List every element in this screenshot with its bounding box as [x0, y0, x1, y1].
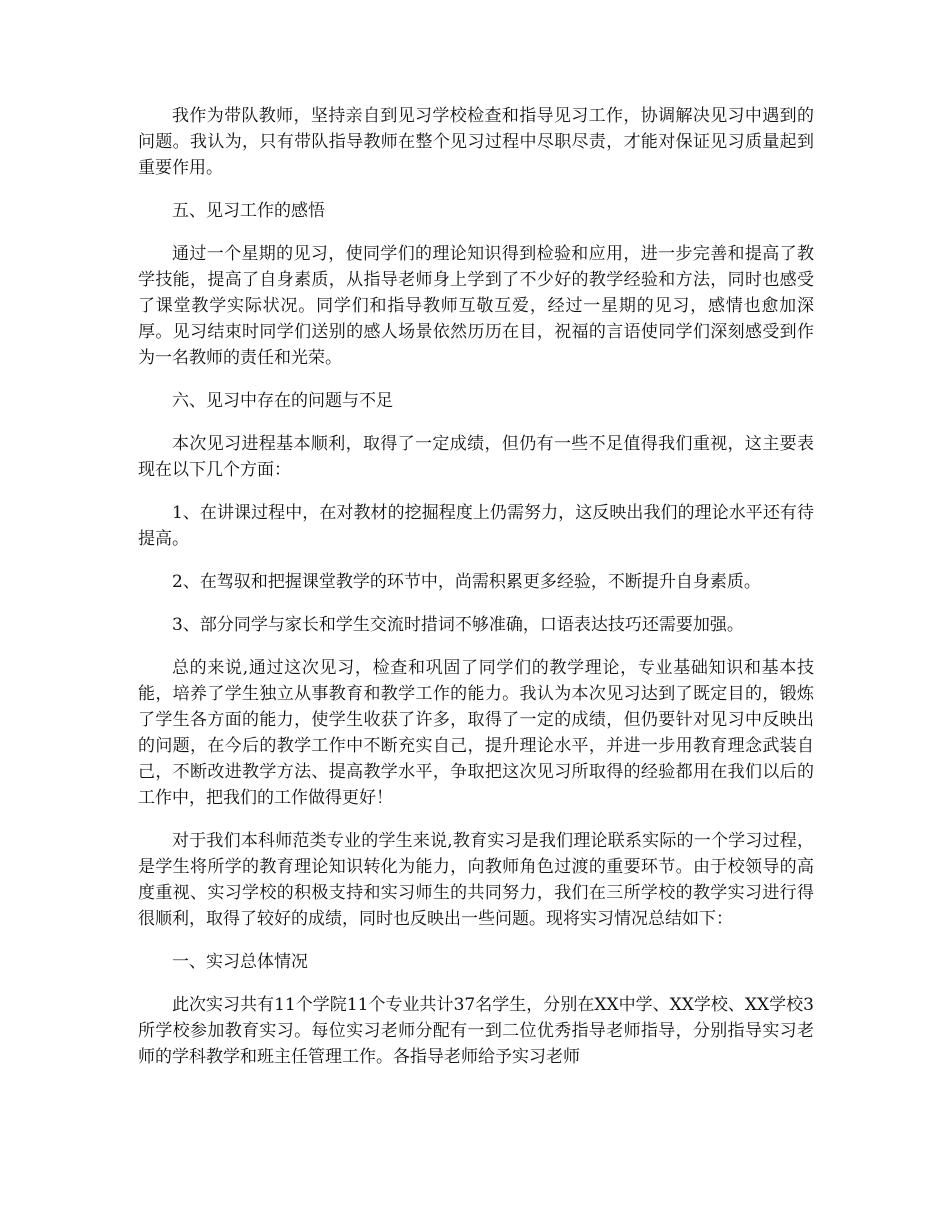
paragraph-summary: 总的来说,通过这次见习，检查和巩固了同学们的教学理论，专业基础知识和基本技能，培养了学生独立从事教育和教学工作的能力。我认为本次见习达到了既定目的，锻炼了学生各方面的能力，使学生收获了许多，取得了一定的成绩，但仍要针对见习中反映出的问题，在今后的教学工作中不断充实自己，提升理论水平，并进一步用教育理念武装自己，不断改进教学方法、提高教学水平，争取把这次见习所取得的经验都用在我们以后的工作中，把我们的工作做得更好！	[138, 658, 814, 808]
paragraph-internship-intro: 对于我们本科师范类专业的学生来说,教育实习是我们理论联系实际的一个学习过程，是学生将所学的教育理论知识转化为能力，向教师角色过渡的重要环节。由于校领导的高度重视、实习学校的积极支持和实习师生的共同努力，我们在三所学校的教学实习进行得很顺利，取得了较好的成绩，同时也反映出一些问题。现将实习情况总结如下：	[138, 831, 814, 929]
section-heading-reflections: 五、见习工作的感悟	[172, 201, 325, 221]
document-body	[138, 103, 814, 1087]
list-item-problem-3: 3、部分同学与家长和学生交流时措词不够准确，口语表达技巧还需要加强。	[172, 615, 744, 635]
paragraph-supervising-teacher: 我作为带队教师，坚持亲自到见习学校检查和指导见习工作，协调解决见习中遇到的问题。我认为，只有带队指导教师在整个见习过程中尽职尽责，才能对保证见习质量起到重要作用。	[138, 106, 814, 178]
list-item-problem-2: 2、在驾驭和把握课堂教学的环节中，尚需积累更多经验，不断提升自身素质。	[172, 572, 761, 592]
section-heading-problems: 六、见习中存在的问题与不足	[172, 391, 393, 411]
list-item-problem-1: 1、在讲课过程中，在对教材的挖掘程度上仍需努力，这反映出我们的理论水平还有待提高。	[138, 503, 814, 549]
paragraph-problems-intro: 本次见习进程基本顺利，取得了一定成绩，但仍有一些不足值得我们重视，这主要表现在以下几个方面：	[138, 434, 814, 480]
paragraph-overall: 此次实习共有11个学院11个专业共计37名学生，分别在XX中学、XX学校、XX学校3所学校参加教育实习。每位实习老师分配有一到二位优秀指导老师指导，分别指导实习老师的学科教学和班主任管理工作。各指导老师给予实习老师	[138, 995, 814, 1067]
paragraph-reflections: 通过一个星期的见习，使同学们的理论知识得到检验和应用，进一步完善和提高了教学技能，提高了自身素质，从指导老师身上学到了不少好的教学经验和方法，同时也感受了课堂教学实际状况。同学们和指导教师互敬互爱，经过一星期的见习，感情也愈加深厚。见习结束时同学们送别的感人场景依然历历在目，祝福的言语使同学们深刻感受到作为一名教师的责任和光荣。	[138, 244, 814, 368]
section-heading-overall: 一、实习总体情况	[172, 952, 308, 972]
